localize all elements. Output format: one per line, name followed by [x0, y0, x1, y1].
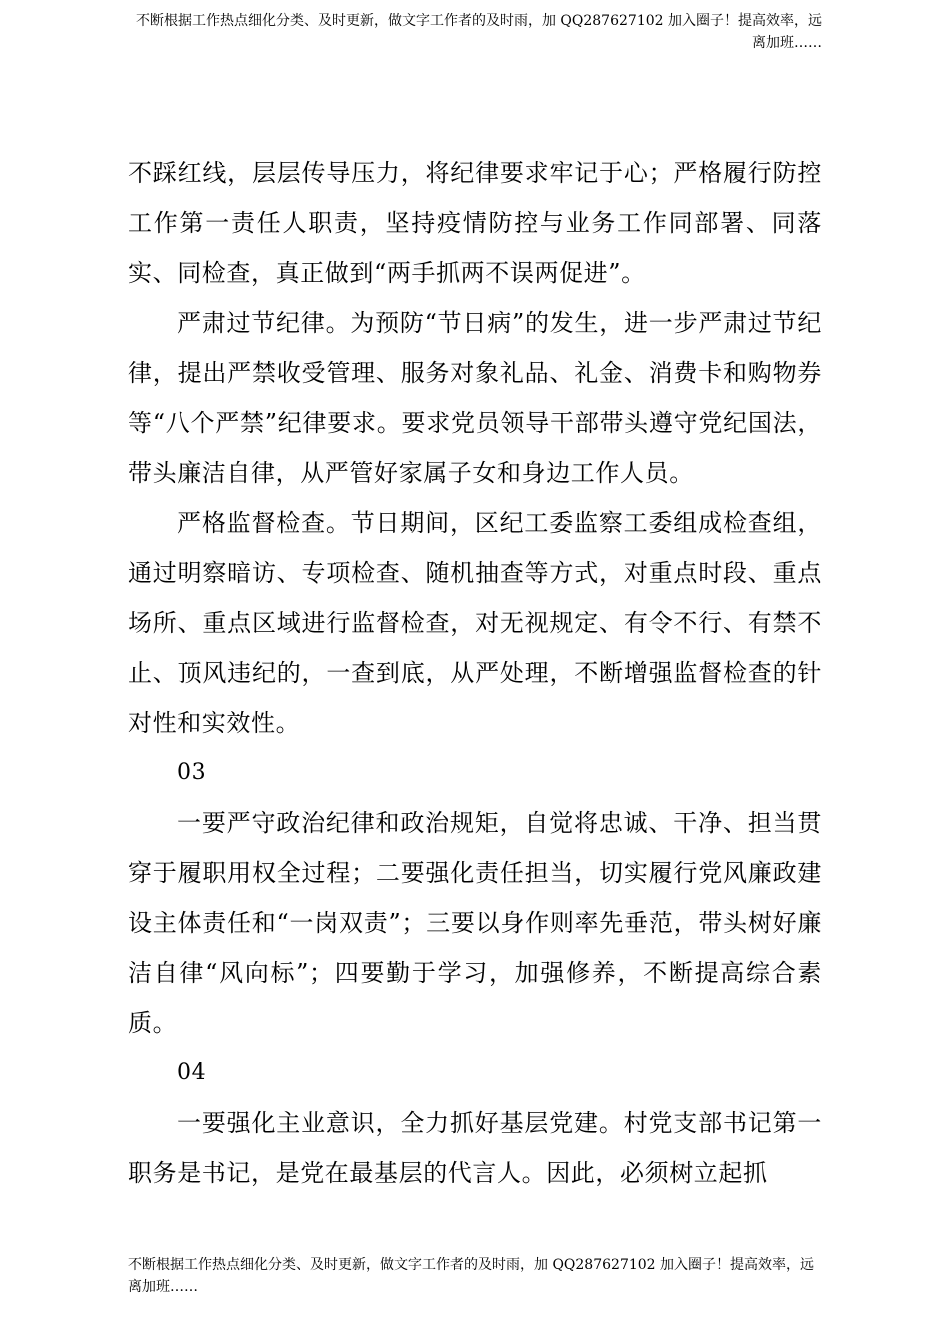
paragraph-2: 严肃过节纪律。为预防“节日病”的发生，进一步严肃过节纪律，提出严禁收受管理、服务对象礼品、礼金、消费卡和购物券等“八个严禁”纪律要求。要求党员领导干部带头遵守党纪国法，带头廉洁自律，从严管好家属子女和身边工作人员。 — [128, 309, 822, 487]
section-number-04: 04 — [177, 1060, 207, 1085]
paragraph-1: 不踩红线，层层传导压力，将纪律要求牢记于心；严格履行防控工作第一责任人职责，坚持疫情防控与业务工作同部署、同落实、同检查，真正做到“两手抓两不误两促进”。 — [128, 159, 822, 287]
paragraph-3: 严格监督检查。节日期间，区纪工委监察工委组成检查组，通过明察暗访、专项检查、随机抽查等方式，对重点时段、重点场所、重点区域进行监督检查，对无视规定、有令不行、有禁不止、顶风违纪的，一查到底，从严处理，不断增强监督检查的针对性和实效性。 — [128, 509, 822, 737]
page-footer: 不断根据工作热点细化分类、及时更新，做文字工作者的及时雨，加 QQ287627102 加入圈子！提高效率，远离加班…… — [128, 1257, 815, 1295]
paragraph-4: 一要严守政治纪律和政治规矩，自觉将忠诚、干净、担当贯穿于履职用权全过程；二要强化责任担当，切实履行党风廉政建设主体责任和“一岗双责”；三要以身作则率先垂范，带头树好廉洁自律“风向标”；四要勤于学习，加强修养，不断提高综合素质。 — [128, 809, 822, 1037]
paragraph-5: 一要强化主业意识，全力抓好基层党建。村党支部书记第一职务是书记，是党在最基层的代言人。因此，必须树立起抓 — [128, 1109, 822, 1187]
page-header: 不断根据工作热点细化分类、及时更新，做文字工作者的及时雨，加 QQ287627102 加入圈子！提高效率，远离加班…… — [135, 13, 822, 51]
section-number-03: 03 — [177, 760, 207, 785]
document-body — [128, 148, 822, 1198]
